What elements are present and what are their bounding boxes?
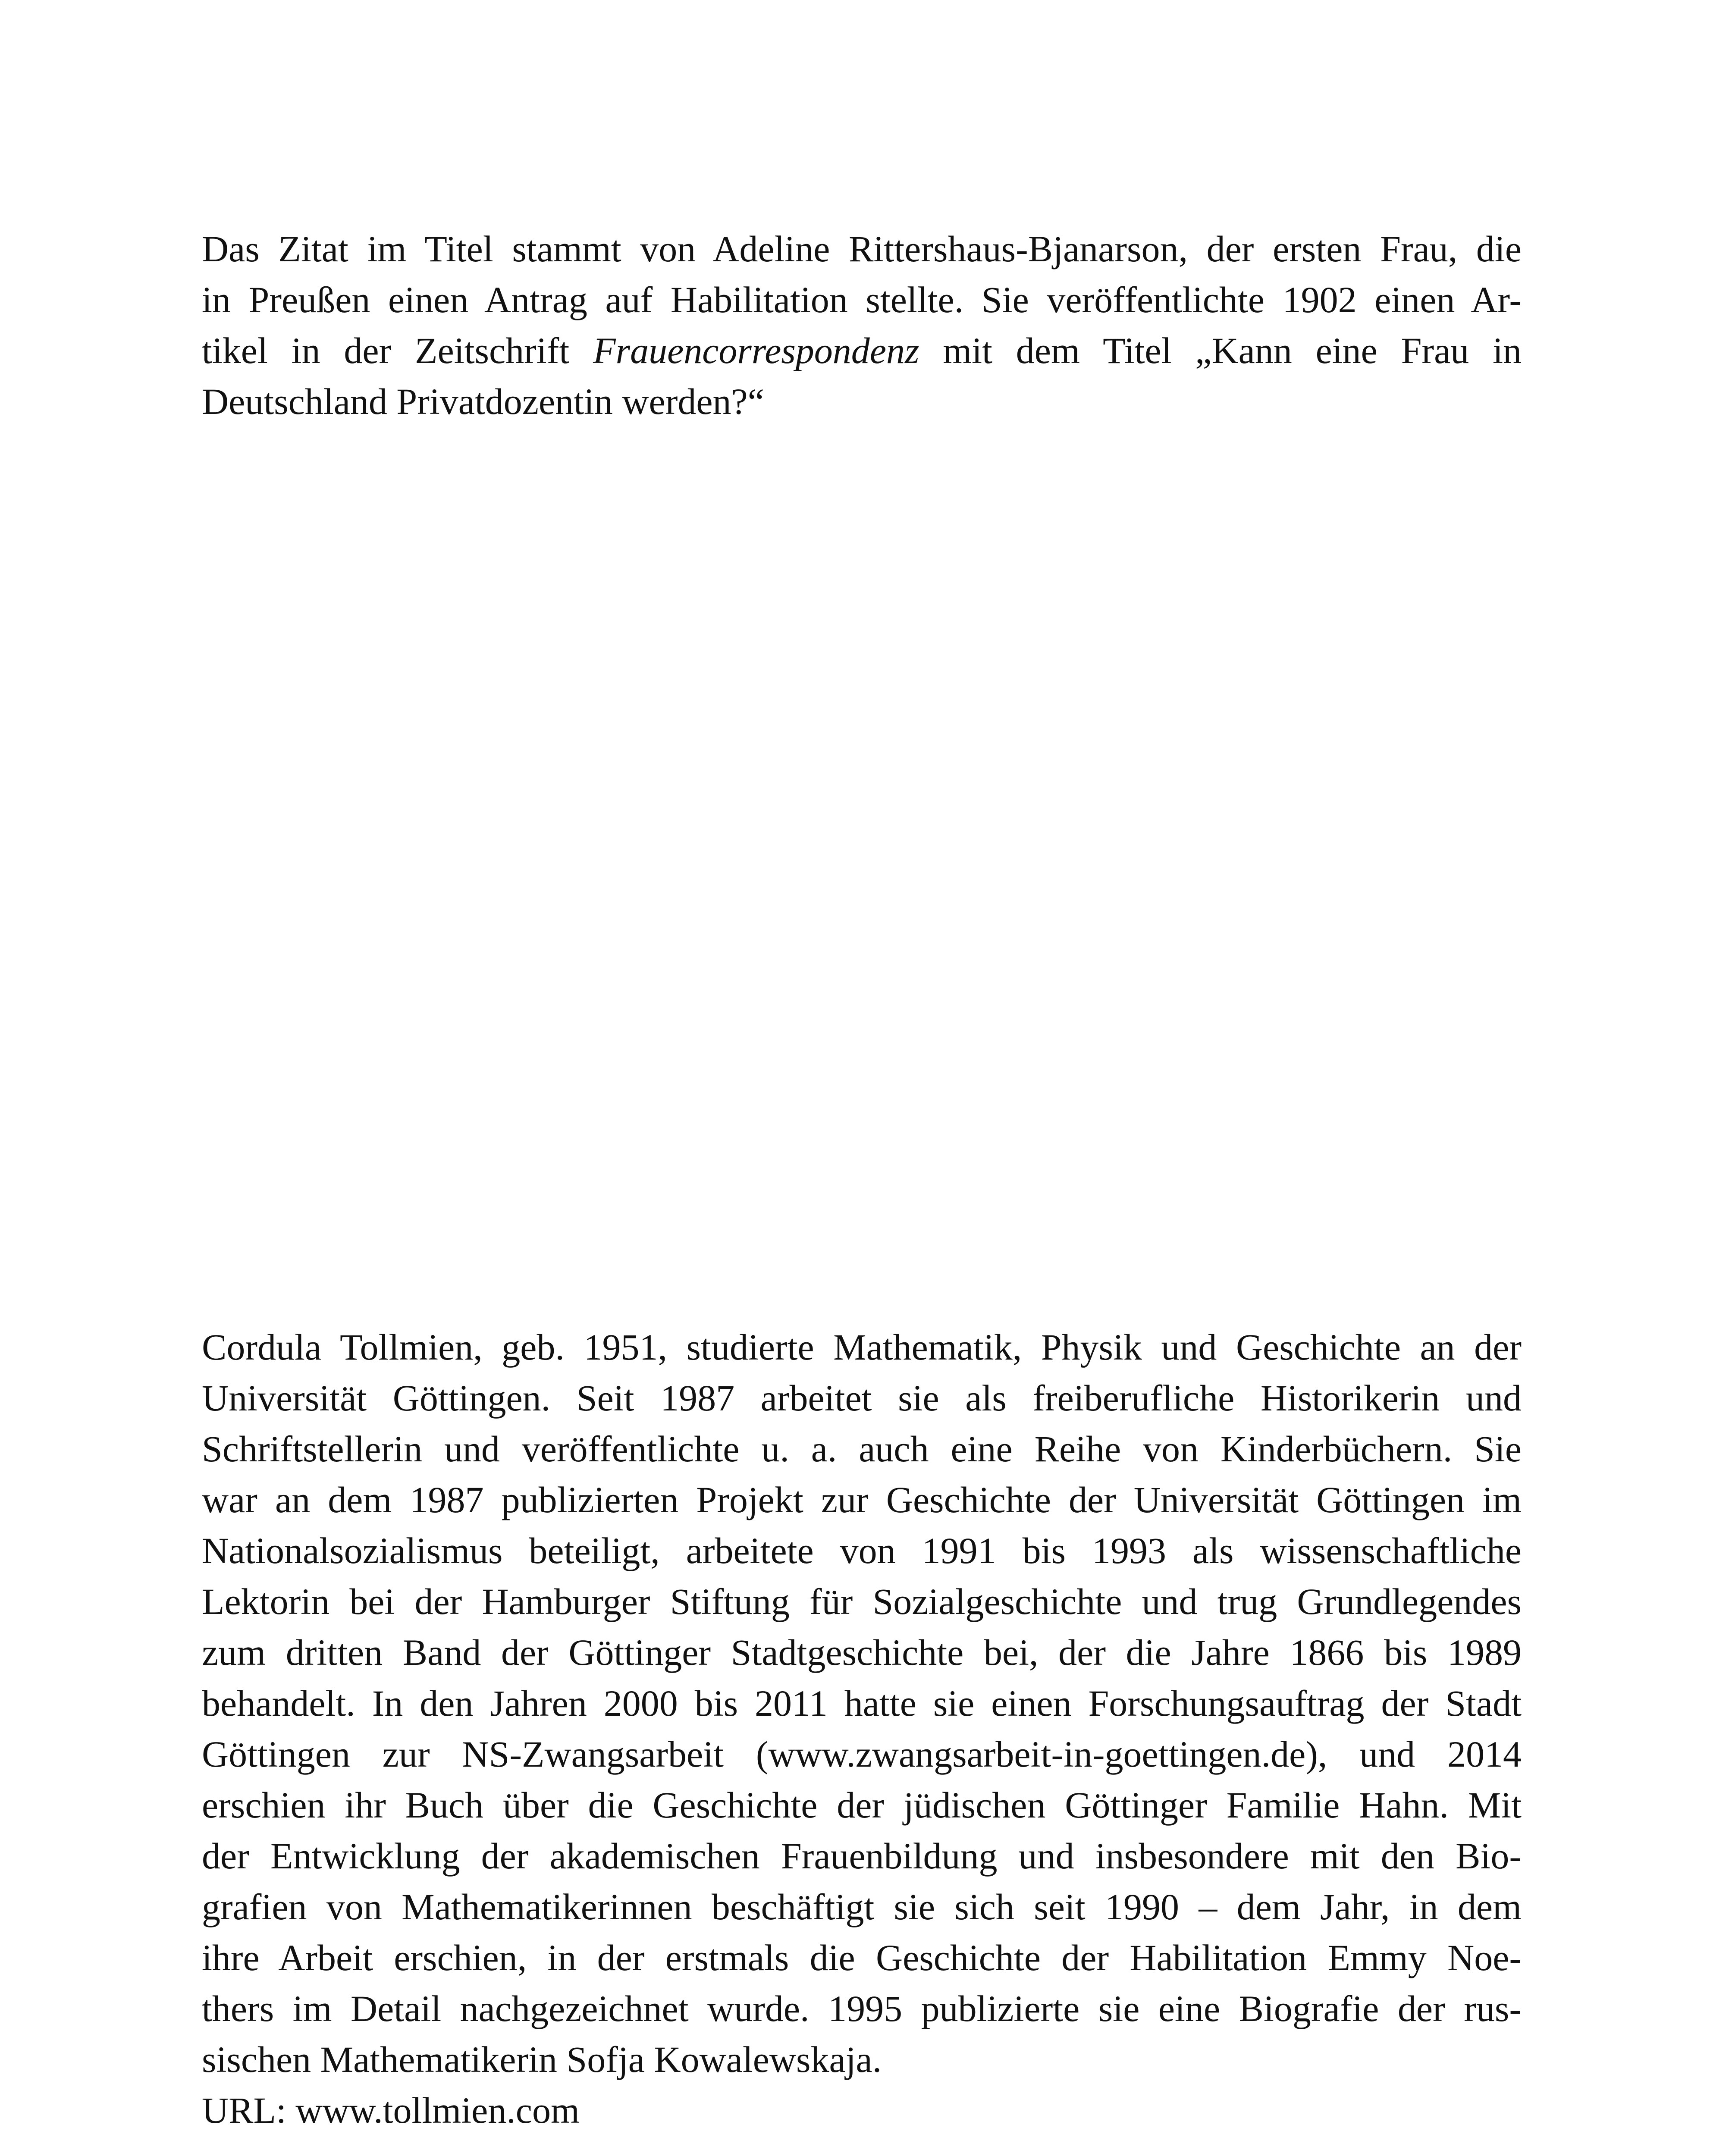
text-line: Deutschland Privatdozentin werden?“ — [202, 381, 764, 422]
text-line: erschien ihr Buch über die Geschichte der jüdischen Göttinger Familie Hahn. Mit — [202, 1784, 1522, 1826]
text-line: Schriftstellerin und veröffentlichte u. a. auch eine Reihe von Kinderbüchern. Sie — [202, 1428, 1522, 1470]
text-line: der Entwicklung der akademischen Frauenbildung und insbesondere mit den Bio- — [202, 1835, 1522, 1877]
text-segment: mit dem Titel „Kann eine Frau in — [919, 330, 1522, 371]
text-line: ihre Arbeit erschien, in der erstmals die Geschichte der Habilitation Emmy Noe- — [202, 1937, 1522, 1978]
title-quote-note — [202, 223, 1522, 427]
text-line: Das Zitat im Titel stammt von Adeline Rittershaus-Bjanarson, der ersten Frau, die — [202, 228, 1522, 270]
journal-title: Frauencorrespondenz — [593, 330, 919, 371]
text-line: Universität Göttingen. Seit 1987 arbeitet sie als freiberufliche Historikerin und — [202, 1377, 1522, 1419]
text-line: behandelt. In den Jahren 2000 bis 2011 hatte sie einen Forschungsauftrag der Stadt — [202, 1683, 1522, 1724]
text-line: war an dem 1987 publizierten Projekt zur Geschichte der Universität Göttingen im — [202, 1479, 1522, 1520]
author-url: URL: www.tollmien.com — [202, 2090, 580, 2131]
text-line: Cordula Tollmien, geb. 1951, studierte Mathematik, Physik und Geschichte an der — [202, 1326, 1522, 1368]
text-line: grafien von Mathematikerinnen beschäftigt sie sich seit 1990 – dem Jahr, in dem — [202, 1886, 1522, 1927]
text-line: in Preußen einen Antrag auf Habilitation stellte. Sie veröffentlichte 1902 einen Ar- — [202, 279, 1522, 320]
text-line: Göttingen zur NS-Zwangsarbeit (www.zwangsarbeit-in-goettingen.de), und 2014 — [202, 1733, 1522, 1775]
text-line: Nationalsozialismus beteiligt, arbeitete von 1991 bis 1993 als wissenschaftliche — [202, 1530, 1522, 1571]
text-line: Lektorin bei der Hamburger Stiftung für Sozialgeschichte und trug Grundlegendes — [202, 1581, 1522, 1622]
text-line — [202, 325, 1522, 376]
text-line: thers im Detail nachgezeichnet wurde. 1995 publizierte sie eine Biografie der rus- — [202, 1988, 1522, 2029]
text-segment: tikel in der Zeitschrift — [202, 330, 593, 371]
author-biography — [202, 1322, 1522, 2136]
text-line: zum dritten Band der Göttinger Stadtgeschichte bei, der die Jahre 1866 bis 1989 — [202, 1632, 1522, 1673]
text-line: sischen Mathematikerin Sofja Kowalewskaja. — [202, 2039, 882, 2080]
